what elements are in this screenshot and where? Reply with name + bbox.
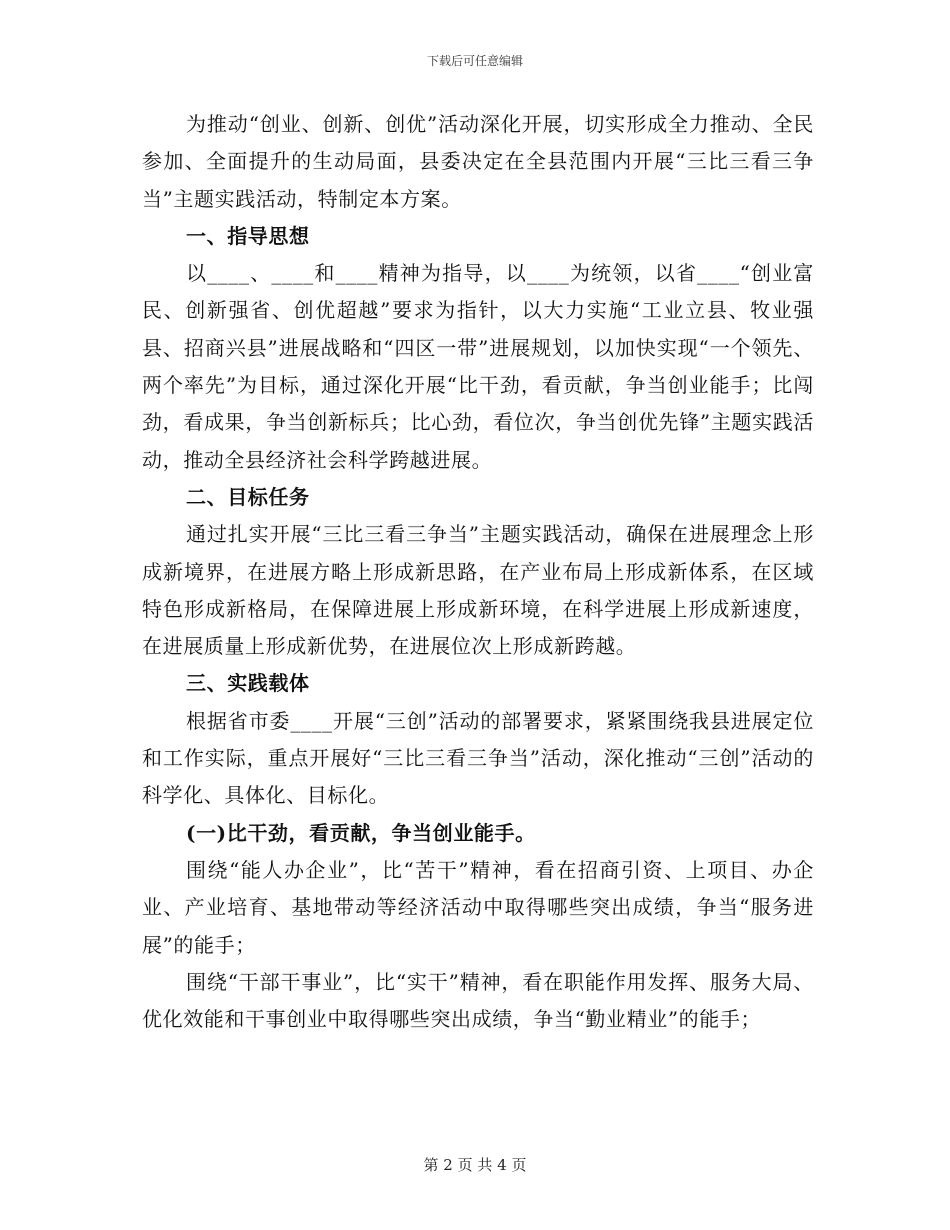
goals-paragraph: 通过扎实开展“三比三看三争当”主题实践活动，确保在进展理念上形成新境界，在进展方略上形成新思路，在产业布局上形成新体系，在区域特色形成新格局，在保障进展上形成新环境，在科学进展上形成新速度，在进展质量上形成新优势，在进展位次上形成新跨越。 xyxy=(142,522,814,659)
page-header: 下载后可任意编辑 xyxy=(426,54,523,68)
subsection-heading-1: (一)比干劲，看贡献，争当创业能手。 xyxy=(186,820,536,845)
subsection-paragraph-1: 围绕“能人办企业”，比“苦干”精神，看在招商引资、上项目、办企业、产业培育、基地带动等经济活动中取得哪些突出成绩，争当“服务进展”的能手； xyxy=(142,857,814,957)
page-number: 第 2 页 共 4 页 xyxy=(423,1156,527,1174)
subsection-paragraph-2: 围绕“干部干事业”，比“实干”精神，看在职能作用发挥、服务大局、优化效能和干事创业中取得哪些突出成绩，争当“勤业精业”的能手； xyxy=(142,969,814,1032)
intro-paragraph: 为推动“创业、创新、创优”活动深化开展，切实形成全力推动、全民参加、全面提升的生动局面，县委决定在全县范围内开展“三比三看三争当”主题实践活动，特制定本方案。 xyxy=(142,112,814,211)
section-heading-guiding-ideology: 一、指导思想 xyxy=(186,223,310,248)
document-body xyxy=(142,106,814,1038)
section-heading-goals: 二、目标任务 xyxy=(186,484,310,509)
section-heading-practice-carrier: 三、实践载体 xyxy=(186,671,310,696)
practice-carrier-paragraph: 根据省市委____开展“三创”活动的部署要求，紧紧围绕我县进展定位和工作实际，重点开展好“三比三看三争当”活动，深化推动“三创”活动的科学化、具体化、目标化。 xyxy=(142,708,814,808)
guiding-ideology-paragraph: 以____、____和____精神为指导，以____为统领，以省____“创业富民、创新强省、创优超越”要求为指针，以大力实施“工业立县、牧业强县、招商兴县”进展战略和“四区一带”进展规划，以加快实现“一个领先、两个率先”为目标，通过深化开展“比干劲，看贡献，争当创业能手；比闯劲，看成果，争当创新标兵；比心劲，看位次，争当创优先锋”主题实践活动，推动全县经济社会科学跨越进展。 xyxy=(142,261,814,472)
